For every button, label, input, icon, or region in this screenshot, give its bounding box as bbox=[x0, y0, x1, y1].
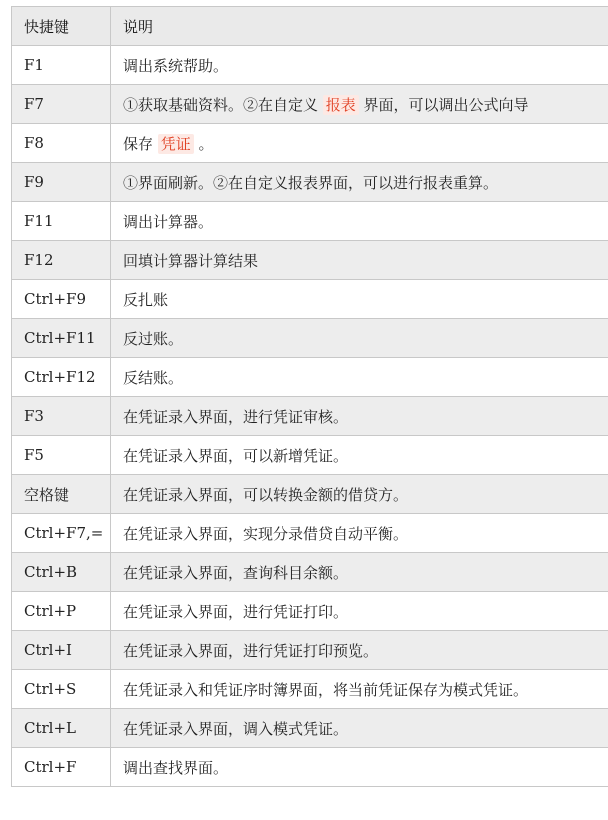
table-row bbox=[12, 475, 608, 514]
shortcut-key: Ctrl+F7,= bbox=[12, 514, 111, 553]
shortcut-key: Ctrl+F bbox=[12, 748, 111, 787]
table-row bbox=[12, 241, 608, 280]
description-text: 调出计算器。 bbox=[122, 212, 213, 231]
shortcut-key: Ctrl+F11 bbox=[12, 319, 111, 358]
highlighted-term-link[interactable]: 凭证 bbox=[158, 134, 194, 154]
description-text: 界面，可以调出公式向导 bbox=[358, 95, 529, 114]
table-row bbox=[12, 85, 608, 124]
table-row bbox=[12, 124, 608, 163]
table-row bbox=[12, 631, 608, 670]
shortcut-key: Ctrl+B bbox=[12, 553, 111, 592]
description-text: 在凭证录入界面，进行凭证打印。 bbox=[122, 602, 348, 621]
table-row bbox=[12, 46, 608, 85]
table-row bbox=[12, 709, 608, 748]
shortcut-description bbox=[110, 46, 608, 85]
table-row bbox=[12, 436, 608, 475]
table-row bbox=[12, 514, 608, 553]
description-text: 在凭证录入和凭证序时簿界面，将当前凭证保存为模式凭证。 bbox=[122, 680, 528, 699]
header-shortcut: 快捷键 bbox=[12, 7, 111, 46]
shortcut-key: F11 bbox=[12, 202, 111, 241]
shortcut-description bbox=[110, 241, 608, 280]
shortcut-description bbox=[110, 631, 608, 670]
description-text: 调出系统帮助。 bbox=[122, 56, 228, 75]
shortcut-table bbox=[11, 6, 608, 787]
description-text: 回填计算器计算结果 bbox=[122, 251, 258, 270]
description-text: ①获取基础资料。②在自定义 bbox=[122, 95, 323, 114]
shortcut-key: Ctrl+L bbox=[12, 709, 111, 748]
shortcut-key: 空格键 bbox=[12, 475, 111, 514]
table-row bbox=[12, 163, 608, 202]
header-description: 说明 bbox=[110, 7, 608, 46]
shortcut-description bbox=[110, 670, 608, 709]
description-text: 在凭证录入界面，查询科目余额。 bbox=[122, 563, 348, 582]
shortcut-description bbox=[110, 202, 608, 241]
table-row bbox=[12, 319, 608, 358]
description-text: 在凭证录入界面，可以转换金额的借贷方。 bbox=[122, 485, 408, 504]
highlighted-term-link[interactable]: 报表 bbox=[323, 95, 359, 115]
description-text: 在凭证录入界面，进行凭证审核。 bbox=[122, 407, 348, 426]
shortcut-description bbox=[110, 163, 608, 202]
shortcut-description bbox=[110, 280, 608, 319]
table-row bbox=[12, 397, 608, 436]
shortcut-key: F7 bbox=[12, 85, 111, 124]
table-row bbox=[12, 202, 608, 241]
shortcut-key: Ctrl+I bbox=[12, 631, 111, 670]
shortcut-description bbox=[110, 709, 608, 748]
shortcut-description bbox=[110, 553, 608, 592]
shortcut-description bbox=[110, 358, 608, 397]
table-row bbox=[12, 553, 608, 592]
shortcut-key: Ctrl+F9 bbox=[12, 280, 111, 319]
description-text: 在凭证录入界面，调入模式凭证。 bbox=[122, 719, 348, 738]
description-text: 在凭证录入界面，实现分录借贷自动平衡。 bbox=[122, 524, 408, 543]
description-text: 保存 bbox=[122, 134, 158, 153]
shortcut-description bbox=[110, 475, 608, 514]
shortcut-description bbox=[110, 748, 608, 787]
shortcut-description bbox=[110, 319, 608, 358]
shortcut-description bbox=[110, 85, 608, 124]
shortcut-key: F1 bbox=[12, 46, 111, 85]
description-text: 反过账。 bbox=[122, 329, 183, 348]
table-row bbox=[12, 280, 608, 319]
shortcut-key: Ctrl+S bbox=[12, 670, 111, 709]
shortcut-description bbox=[110, 397, 608, 436]
table-row bbox=[12, 748, 608, 787]
shortcut-key: F8 bbox=[12, 124, 111, 163]
shortcut-description bbox=[110, 592, 608, 631]
description-text: 调出查找界面。 bbox=[122, 758, 228, 777]
description-text: 在凭证录入界面，进行凭证打印预览。 bbox=[122, 641, 378, 660]
shortcut-key: F5 bbox=[12, 436, 111, 475]
description-text: 在凭证录入界面，可以新增凭证。 bbox=[122, 446, 348, 465]
table-header-row bbox=[12, 7, 608, 46]
shortcut-key: F3 bbox=[12, 397, 111, 436]
table-row bbox=[12, 358, 608, 397]
shortcut-table-container bbox=[0, 6, 608, 787]
description-text: ①界面刷新。②在自定义报表界面，可以进行报表重算。 bbox=[122, 173, 498, 192]
description-text: 。 bbox=[193, 134, 214, 153]
shortcut-description bbox=[110, 124, 608, 163]
shortcut-description bbox=[110, 514, 608, 553]
description-text: 反结账。 bbox=[122, 368, 183, 387]
shortcut-key: Ctrl+P bbox=[12, 592, 111, 631]
table-row bbox=[12, 592, 608, 631]
shortcut-key: F12 bbox=[12, 241, 111, 280]
table-body bbox=[12, 46, 608, 787]
description-text: 反扎账 bbox=[122, 290, 168, 309]
shortcut-description bbox=[110, 436, 608, 475]
shortcut-key: F9 bbox=[12, 163, 111, 202]
shortcut-key: Ctrl+F12 bbox=[12, 358, 111, 397]
table-row bbox=[12, 670, 608, 709]
